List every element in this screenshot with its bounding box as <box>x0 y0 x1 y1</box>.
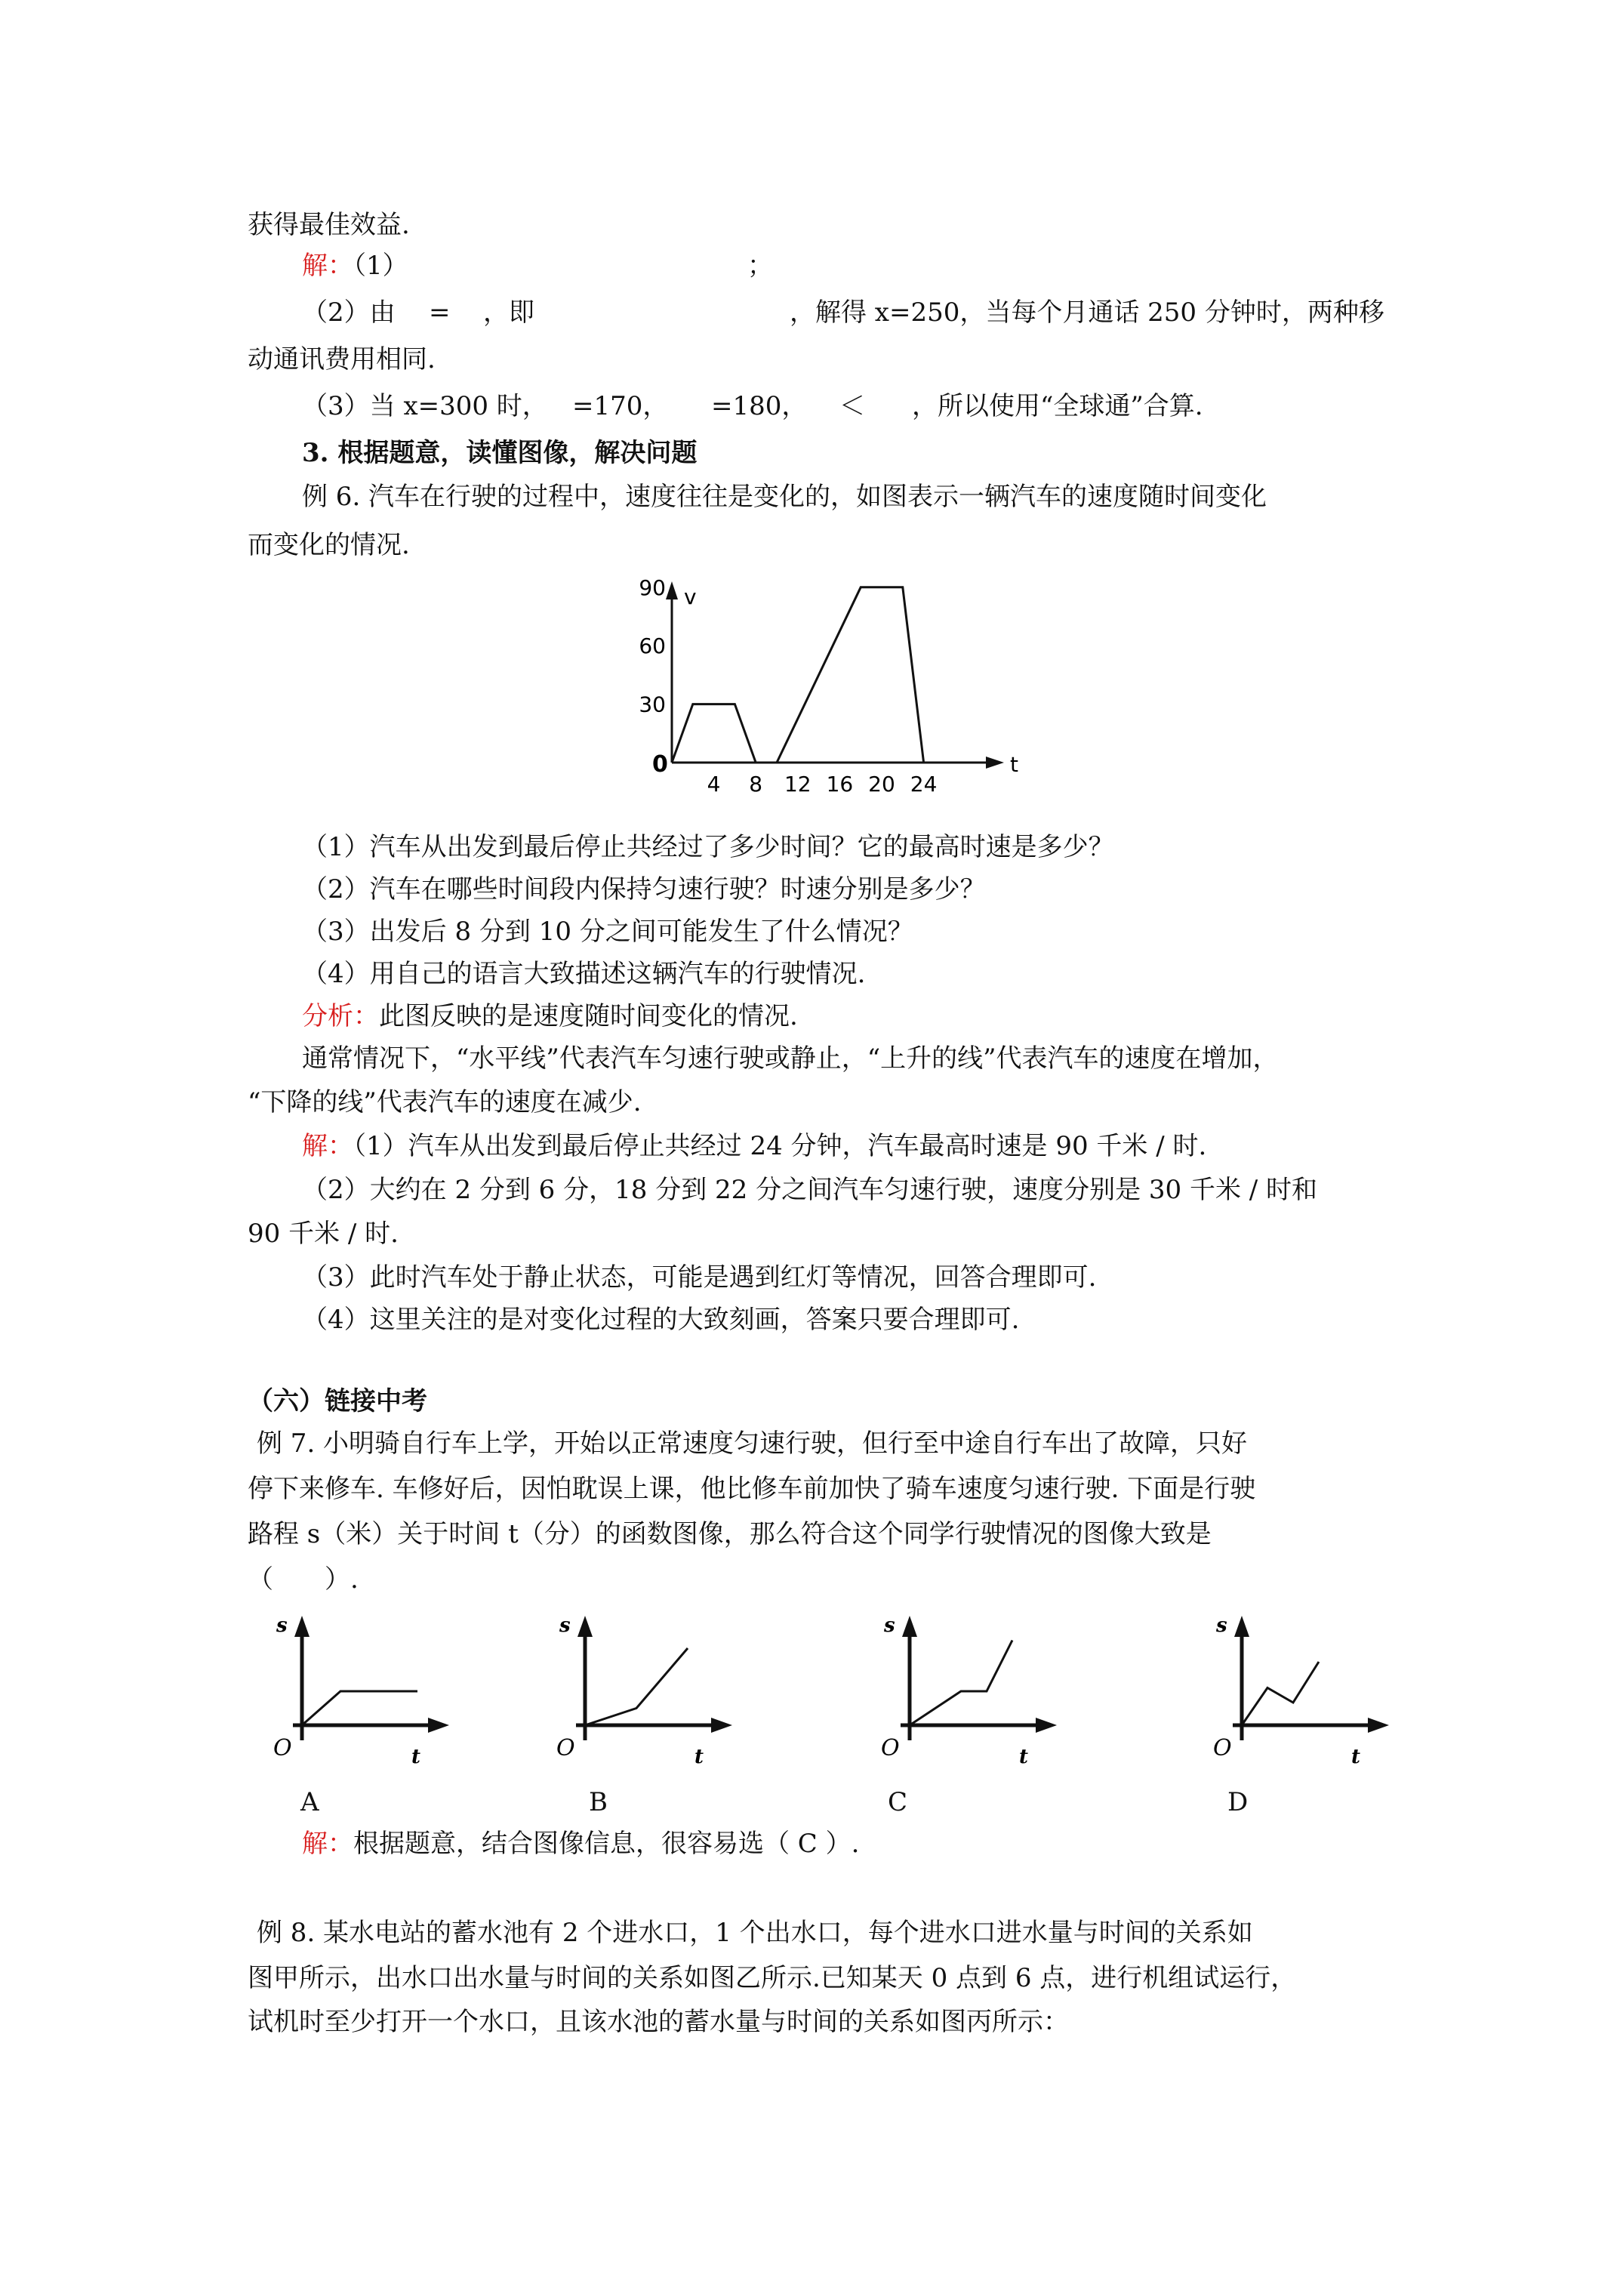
sol3-start: （3）当 x=300 时， <box>302 391 548 421</box>
ex6-question-1: （1）汽车从出发到最后停止共经过了多少时间？它的最高时速是多少？ <box>302 832 1114 862</box>
sol2-eq: = <box>429 297 451 328</box>
ex6-note-2: “下降的线”代表汽车的速度在减少. <box>248 1087 642 1117</box>
speed-series-line <box>672 587 924 763</box>
ex7-solution <box>302 1827 859 1860</box>
option-graph-b <box>551 1612 747 1782</box>
section-heading: 3. 根据题意，读懂图像，解决问题 <box>302 438 698 468</box>
ex6-answer-2-cont: 90 千米 / 时. <box>248 1219 399 1249</box>
y-tick-label: 90 <box>639 575 666 600</box>
ex8-line-1: 例 8. 某水电站的蓄水池有 2 个进水口，1 个出水口，每个进水口进水量与时间的关系如 <box>257 1918 1253 1948</box>
ex6-line-1: 例 6. 汽车在行驶的过程中，速度往往是变化的，如图表示一辆汽车的速度随时间变化 <box>302 482 1267 512</box>
sol3-v1: =170， <box>572 391 669 421</box>
sol2-rest: ，解得 x=250，当每个月通话 250 分钟时，两种移 <box>790 297 1384 328</box>
ex6-question-2: （2）汽车在哪些时间段内保持匀速行驶？时速分别是多少？ <box>302 874 986 905</box>
paragraph-line: 获得最佳效益. <box>248 210 410 240</box>
x-tick-label: 24 <box>910 772 938 797</box>
origin-label: O <box>1213 1735 1232 1761</box>
sol3-end: ，所以使用“全球通”合算. <box>912 391 1203 421</box>
ex7-line-3: 路程 s（米）关于时间 t（分）的函数图像，那么符合这个同学行驶情况的图像大致是 <box>248 1519 1212 1549</box>
answer-text: （1）汽车从出发到最后停止共经过 24 分钟，汽车最高时速是 90 千米 / 时. <box>353 1131 1207 1161</box>
sol2-ji: ，即 <box>483 297 534 328</box>
option-label-c: C <box>888 1787 908 1817</box>
x-axis-label: t <box>411 1746 421 1768</box>
y-axis-label: v <box>684 584 697 609</box>
option-graph-d <box>1208 1612 1404 1782</box>
origin-label: O <box>273 1735 292 1761</box>
ex8-line-3: 试机时至少打开一个水口，且该水池的蓄水量与时间的关系如图丙所示： <box>248 2007 1069 2037</box>
x-axis-label: t <box>1010 752 1018 777</box>
solution-item: （1） <box>353 251 408 281</box>
y-axis-arrow <box>902 1616 917 1637</box>
x-tick-label: 8 <box>749 772 763 797</box>
x-axis-arrow <box>711 1718 732 1733</box>
x-tick-label: 20 <box>868 772 895 797</box>
origin-label: O <box>881 1735 900 1761</box>
analysis-label: 分析： <box>302 1001 379 1031</box>
ex6-question-3: （3）出发后 8 分到 10 分之间可能发生了什么情况？ <box>302 917 913 947</box>
sol3-lt: ＜ <box>839 391 865 421</box>
x-axis-label: t <box>694 1746 704 1768</box>
ex6-line-2: 而变化的情况. <box>248 530 410 560</box>
ex7-line-1: 例 7. 小明骑自行车上学，开始以正常速度匀速行驶，但行至中途自行车出了故障，只好 <box>257 1428 1248 1459</box>
ex6-question-4: （4）用自己的语言大致描述这辆汽车的行驶情况. <box>302 959 866 989</box>
x-axis-label: t <box>1351 1746 1361 1768</box>
origin-label: O <box>556 1735 575 1761</box>
distance-series-line <box>585 1648 688 1725</box>
x-axis-arrow <box>1036 1718 1057 1733</box>
ex7-line-2: 停下来修车. 车修好后，因怕耽误上课，他比修车前加快了骑车速度匀速行驶. 下面是行驶 <box>248 1474 1256 1504</box>
solution-label: 解： <box>302 1829 353 1859</box>
ex7-line-4: （ ）. <box>248 1564 359 1595</box>
option-graph-c <box>876 1612 1072 1782</box>
x-axis-arrow <box>986 757 1004 769</box>
y-axis-arrow <box>294 1616 310 1637</box>
solution-label: 解： <box>302 251 353 281</box>
y-tick-label: 60 <box>639 633 666 659</box>
x-tick-label: 12 <box>784 772 812 797</box>
y-axis-label: s <box>559 1614 571 1637</box>
y-axis-label: s <box>276 1614 288 1637</box>
y-axis-arrow <box>577 1616 593 1637</box>
origin-label: 0 <box>652 751 668 778</box>
ex6-answer-2: （2）大约在 2 分到 6 分，18 分到 22 分之间汽车匀速行驶，速度分别是 30 千米 / 时和 <box>302 1175 1318 1205</box>
x-tick-label: 16 <box>826 772 854 797</box>
x-axis-arrow <box>428 1718 449 1733</box>
option-label-b: B <box>589 1787 608 1817</box>
option-graph-a <box>268 1612 464 1782</box>
ex6-note-1: 通常情况下，“水平线”代表汽车匀速行驶或静止，“上升的线”代表汽车的速度在增加， <box>302 1043 1279 1074</box>
x-axis-label: t <box>1019 1746 1029 1768</box>
sol2-cont: 动通讯费用相同. <box>248 344 436 374</box>
sol2-start: （2）由 <box>302 297 396 328</box>
y-axis-label: s <box>884 1614 895 1637</box>
option-label-a: A <box>300 1787 319 1817</box>
speed-time-chart <box>634 574 1018 815</box>
section-6-heading: （六）链接中考 <box>248 1386 427 1416</box>
option-label-d: D <box>1227 1787 1249 1817</box>
ex6-answer-3: （3）此时汽车处于静止状态，可能是遇到红灯等情况，回答合理即可. <box>302 1262 1097 1293</box>
y-tick-label: 30 <box>639 692 666 717</box>
ex6-answer-1 <box>302 1130 1206 1163</box>
ex8-line-2: 图甲所示，出水口出水量与时间的关系如图乙所示.已知某天 0 点到 6 点，进行机组试运行， <box>248 1963 1297 1993</box>
distance-series-line <box>1242 1662 1319 1725</box>
solution-text: 根据题意，结合图像信息，很容易选（ C ）. <box>353 1829 860 1859</box>
solution-label: 解： <box>302 1131 353 1161</box>
y-axis-label: s <box>1216 1614 1227 1637</box>
ex6-answer-4: （4）这里关注的是对变化过程的大致刻画，答案只要合理即可. <box>302 1305 1020 1335</box>
distance-series-line <box>910 1641 1012 1726</box>
ex6-analysis <box>302 1000 798 1033</box>
solution-line-1 <box>302 249 408 282</box>
x-tick-label: 4 <box>707 772 721 797</box>
y-axis-arrow <box>666 581 678 599</box>
analysis-text: 此图反映的是速度随时间变化的情况. <box>379 1001 798 1031</box>
x-axis-arrow <box>1368 1718 1389 1733</box>
y-axis-arrow <box>1234 1616 1249 1637</box>
distance-series-line <box>302 1691 417 1725</box>
semicolon: ； <box>747 251 773 281</box>
sol3-v2: =180， <box>711 391 808 421</box>
